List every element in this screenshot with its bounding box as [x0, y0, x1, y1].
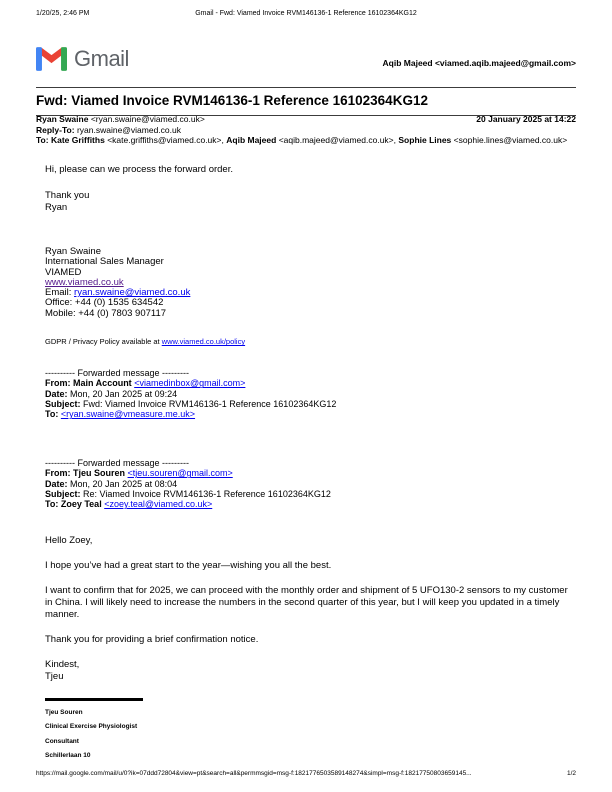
email-subject: Fwd: Viamed Invoice RVM146136-1 Reference 16102364KG12: [36, 87, 576, 116]
to-label: To:: [36, 135, 49, 145]
fwd-date: Mon, 20 Jan 2025 at 08:04: [70, 478, 178, 489]
gdpr-policy-link[interactable]: www.viamed.co.uk/policy: [161, 337, 246, 347]
gmail-wordmark: Gmail: [74, 46, 129, 71]
tjeu-signature-address: Schillerlaan 10: [45, 752, 91, 759]
signature-divider-rule: [45, 698, 143, 701]
body-sender-firstname: Ryan: [45, 202, 68, 213]
fwd-from-label: From:: [45, 468, 71, 479]
reply-to-email: ryan.swaine@viamed.co.uk: [76, 124, 182, 135]
email-body: [45, 164, 572, 348]
from-email: <ryan.swaine@viamed.co.uk>: [90, 114, 205, 124]
fwd-to-label: To:: [45, 499, 59, 510]
signature-mobile-phone: Mobile: +44 (0) 7803 907117: [45, 307, 167, 319]
print-footer: [36, 770, 576, 777]
fwd-to-email-link[interactable]: <zoey.teal@viamed.co.uk>: [104, 499, 213, 510]
body2-closing: Kindest,: [45, 659, 80, 670]
signature-name: Ryan Swaine: [45, 246, 101, 257]
body2-sender-firstname: Tjeu: [45, 671, 64, 682]
recipient-email: <kate.griffiths@viamed.co.uk>: [107, 135, 222, 145]
from-name: Ryan Swaine: [36, 114, 89, 124]
page-number: 1/2: [566, 770, 576, 777]
reply-to-line: [36, 125, 576, 136]
tjeu-signature-title: Clinical Exercise Physiologist: [45, 723, 138, 730]
email-date: 20 January 2025 at 14:22: [476, 114, 576, 124]
forwarded-message-1-header: [45, 368, 572, 419]
forwarded-divider: ---------- Forwarded message ---------: [45, 458, 189, 468]
recipient-separator: ,: [393, 135, 397, 145]
signature-company: VIAMED: [45, 266, 82, 278]
recipient-email: <sophie.lines@viamed.co.uk>: [453, 135, 568, 145]
tjeu-signature-name: Tjeu Souren: [45, 708, 83, 716]
forwarded-message-2-header: [45, 458, 572, 509]
forwarded-divider: ---------- Forwarded message ---------: [45, 368, 189, 378]
body2-paragraph-2: I want to confirm that for 2025, we can proceed with the monthly order and shipment of 5 UFO130-2 sensors to my customer in China. I will likely need to increase the numbers in the second quarter of this year, but I will keep you updated in a timely manner.: [45, 585, 568, 620]
fwd-to-name: Zoey Teal: [60, 499, 102, 510]
ryan-signature: [45, 247, 572, 319]
fwd-from-name: Main Account: [73, 378, 132, 389]
email-meta: [36, 114, 576, 146]
body2-greeting: Hello Zoey,: [45, 535, 93, 546]
website-link[interactable]: www.viamed.co.uk: [45, 276, 124, 288]
gdpr-line: [45, 336, 572, 348]
fwd-date-label: Date:: [45, 478, 68, 489]
fwd-to-label: To:: [45, 409, 59, 420]
fwd-date-label: Date:: [45, 388, 68, 399]
tjeu-signature-role: Consultant: [45, 737, 79, 745]
signature-email-link[interactable]: ryan.swaine@viamed.co.uk: [74, 287, 191, 299]
signature-title: International Sales Manager: [45, 256, 164, 268]
gdpr-text: GDPR / Privacy Policy available at: [45, 337, 160, 347]
gmail-logo: [36, 46, 129, 72]
account-owner: Aqib Majeed <viamed.aqib.majeed@gmail.com>: [382, 58, 576, 68]
print-datetime: 1/20/25, 2:46 PM: [36, 10, 90, 17]
body2-paragraph-3: Thank you for providing a brief confirmation notice.: [45, 634, 259, 645]
signature-office-phone: Office: +44 (0) 1535 634542: [45, 297, 164, 309]
tjeu-signature: [45, 698, 572, 759]
recipient-name: Sophie Lines: [398, 135, 452, 145]
recipient-name: Aqib Majeed: [226, 135, 277, 145]
recipient-separator: ,: [221, 135, 224, 145]
forwarded-message-2-body: [45, 535, 572, 683]
fwd-subject-label: Subject:: [45, 398, 81, 409]
fwd-subject-label: Subject:: [45, 488, 81, 499]
fwd-from-label: From:: [45, 378, 71, 389]
fwd-to-email-link[interactable]: <ryan.swaine@vmeasure.me.uk>: [60, 409, 196, 420]
body-thanks: Thank you: [45, 190, 90, 201]
fwd-from-name: Tjeu Souren: [73, 468, 126, 479]
logo-row: [36, 46, 576, 72]
fwd-from-email-link[interactable]: <viamedinbox@gmail.com>: [134, 378, 246, 389]
recipient-name: Kate Griffiths: [50, 135, 105, 145]
body-greeting-line: Hi, please can we process the forward order.: [45, 164, 233, 175]
fwd-subject: Fwd: Viamed Invoice RVM146136-1 Reference 16102364KG12: [83, 398, 337, 409]
body2-paragraph-1: I hope you’ve had a great start to the year—wishing you all the best.: [45, 560, 332, 571]
email-label: Email:: [45, 287, 72, 299]
gmail-m-icon: [36, 47, 67, 71]
fwd-from-email-link[interactable]: <tjeu.souren@gmail.com>: [127, 468, 233, 479]
fwd-date: Mon, 20 Jan 2025 at 09:24: [70, 388, 178, 399]
to-line: [36, 135, 576, 146]
print-header: [0, 10, 612, 17]
fwd-subject: Re: Viamed Invoice RVM146136-1 Reference 16102364KG12: [83, 488, 331, 499]
reply-to-label: Reply-To:: [36, 124, 75, 135]
recipient-email: <aqib.majeed@viamed.co.uk>: [278, 135, 394, 145]
print-title: Gmail - Fwd: Viamed Invoice RVM146136-1 Reference 16102364KG12: [195, 10, 417, 17]
print-footer-url: https://mail.google.com/mail/u/0?ik=07ddd72804&view=pt&search=all&permmsgid=msg-f:1821776503589148274&simpl=msg-f:18217750803659145...: [36, 770, 472, 777]
